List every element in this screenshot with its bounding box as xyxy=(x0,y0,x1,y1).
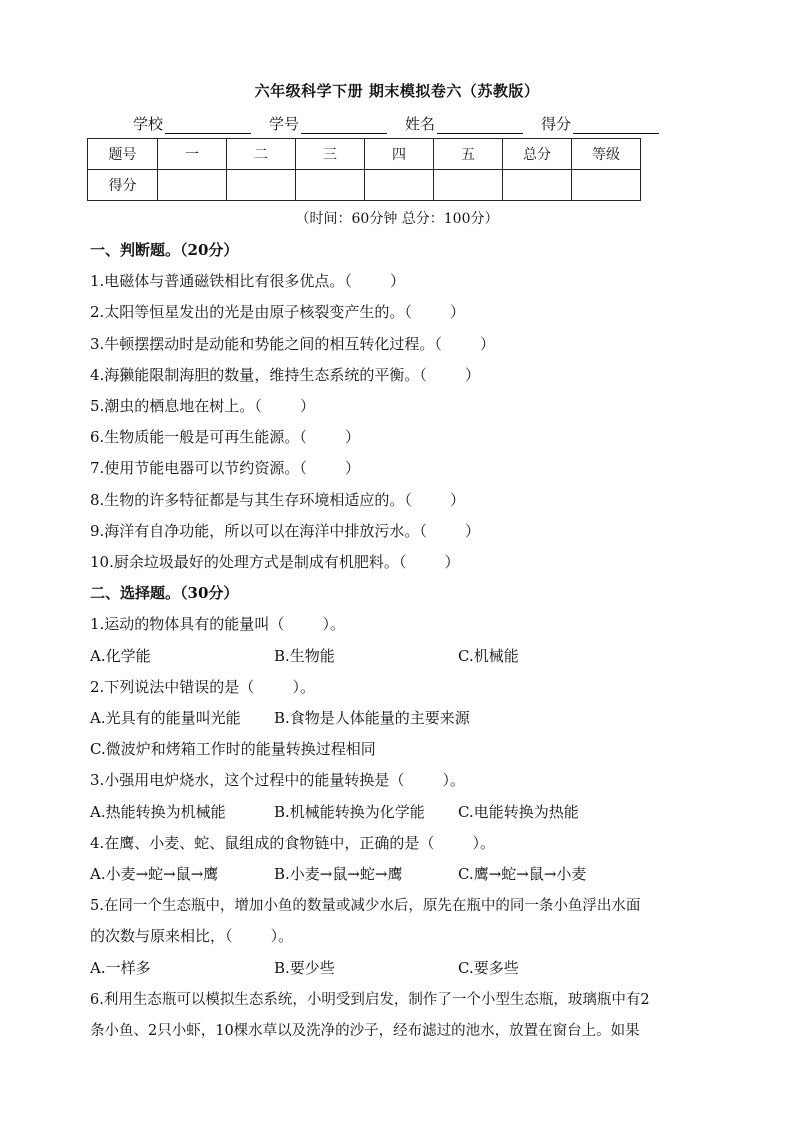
score-cell xyxy=(503,170,572,201)
choice-q1-options xyxy=(90,645,519,666)
choice-q6-line2: 条小鱼、2只小虾，10棵水草以及洗净的沙子，经布滤过的池水，放置在窗台上。如果 xyxy=(90,1023,640,1039)
score-table xyxy=(87,138,641,201)
score-cell xyxy=(296,170,365,201)
judge-item-3: 3.牛顿摆摆动时是动能和势能之间的相互转化过程。（ ） xyxy=(90,335,495,353)
student-id-label: 学号 xyxy=(269,115,300,133)
choice-option: B.要少些 xyxy=(274,959,335,977)
score-blank xyxy=(573,117,659,134)
name-field xyxy=(405,113,523,134)
header-cell: 一 xyxy=(158,139,227,170)
judge-item-4: 4.海獭能限制海胆的数量，维持生态系统的平衡。（ ） xyxy=(90,366,480,384)
choice-q2-stem: 2.下列说法中错误的是（ ）。 xyxy=(90,678,315,696)
score-cell xyxy=(365,170,434,201)
choice-q5-stem-line1: 5.在同一个生态瓶中，增加小鱼的数量或减少水后，原先在瓶中的同一条小鱼浮出水面 xyxy=(90,898,641,914)
score-cell xyxy=(434,170,503,201)
choice-option: B.生物能 xyxy=(274,647,335,665)
score-field xyxy=(541,113,659,134)
score-cell xyxy=(572,170,641,201)
choice-option: A.热能转换为机械能 xyxy=(90,803,226,821)
choice-option: C.要多些 xyxy=(458,959,519,977)
choice-option: C.鹰→蛇→鼠→小麦 xyxy=(458,865,587,883)
judge-item-5: 5.潮虫的栖息地在树上。（ ） xyxy=(90,397,315,415)
judge-item-7: 7.使用节能电器可以节约资源。（ ） xyxy=(90,459,360,477)
choice-q5-stem-line2: 的次数与原来相比，（ ）。 xyxy=(90,927,294,945)
header-cell: 三 xyxy=(296,139,365,170)
choice-option: B.机械能转换为化学能 xyxy=(274,803,425,821)
choice-q2-option-c: C.微波炉和烤箱工作时的能量转换过程相同 xyxy=(90,740,376,758)
score-cell xyxy=(227,170,296,201)
exam-title: 六年级科学下册 期末模拟卷六（苏教版） xyxy=(254,82,540,100)
student-id-blank xyxy=(301,117,387,134)
choice-option: A.一样多 xyxy=(90,959,151,977)
school-label: 学校 xyxy=(133,115,164,133)
choice-q5-options xyxy=(90,957,519,978)
score-label: 得分 xyxy=(541,115,572,133)
choice-q6-line1: 6.利用生态瓶可以模拟生态系统，小明受到启发，制作了一个小型生态瓶，玻璃瓶中有2 xyxy=(90,992,650,1008)
section1-heading: 一、判断题。（20分） xyxy=(90,241,239,259)
name-blank xyxy=(437,117,523,134)
judge-item-8: 8.生物的许多特征都是与其生存环境相适应的。（ ） xyxy=(90,491,465,509)
choice-q2-options xyxy=(90,707,470,728)
choice-q3-options xyxy=(90,801,579,822)
name-label: 姓名 xyxy=(405,115,436,133)
choice-q4-options xyxy=(90,863,586,884)
choice-option: C.电能转换为热能 xyxy=(458,803,579,821)
choice-q4-stem: 4.在鹰、小麦、蛇、鼠组成的食物链中，正确的是（ ）。 xyxy=(90,834,495,852)
student-id-field xyxy=(269,113,387,134)
header-cell: 五 xyxy=(434,139,503,170)
school-field xyxy=(133,113,251,134)
score-cell xyxy=(158,170,227,201)
choice-option: A.小麦→蛇→鼠→鹰 xyxy=(90,865,219,883)
judge-item-10: 10.厨余垃圾最好的处理方式是制成有机肥料。（ ） xyxy=(90,553,460,571)
judge-item-2: 2.太阳等恒星发出的光是由原子核裂变产生的。（ ） xyxy=(90,303,465,321)
choice-option: A.光具有的能量叫光能 xyxy=(90,709,241,727)
header-cell: 二 xyxy=(227,139,296,170)
choice-option: B.小麦→鼠→蛇→鹰 xyxy=(274,865,403,883)
choice-option: C.机械能 xyxy=(458,647,519,665)
section2-heading: 二、选择题。（30分） xyxy=(90,584,239,602)
header-cell: 总分 xyxy=(503,139,572,170)
time-note: （时间：60分钟 总分：100分） xyxy=(295,211,499,227)
header-cell: 四 xyxy=(365,139,434,170)
header-cell: 等级 xyxy=(572,139,641,170)
choice-option: A.化学能 xyxy=(90,647,151,665)
choice-q1-stem: 1.运动的物体具有的能量叫（ ）。 xyxy=(90,615,345,633)
score-table-header-row xyxy=(88,139,641,170)
judge-item-1: 1.电磁体与普通磁铁相比有很多优点。（ ） xyxy=(90,272,405,290)
row-label-cell: 得分 xyxy=(88,170,158,201)
student-info-line xyxy=(133,113,677,134)
score-table-score-row xyxy=(88,170,641,201)
school-blank xyxy=(165,117,251,134)
judge-item-9: 9.海洋有自净功能，所以可以在海洋中排放污水。（ ） xyxy=(90,522,480,540)
judge-item-6: 6.生物质能一般是可再生能源。（ ） xyxy=(90,428,360,446)
choice-option: B.食物是人体能量的主要来源 xyxy=(274,709,470,727)
choice-q3-stem: 3.小强用电炉烧水，这个过程中的能量转换是（ ）。 xyxy=(90,771,465,789)
header-cell: 题号 xyxy=(88,139,158,170)
